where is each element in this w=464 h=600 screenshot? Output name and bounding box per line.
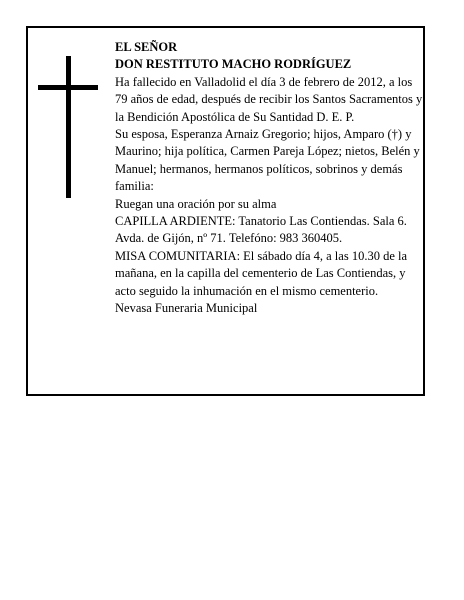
cross-icon bbox=[38, 56, 98, 198]
notice-heading-title: EL SEÑOR bbox=[115, 40, 178, 54]
deceased-name: DON RESTITUTO MACHO RODRÍGUEZ bbox=[115, 57, 352, 72]
funeral-home: Nevasa Funeraria Municipal bbox=[115, 301, 258, 316]
mass-info: MISA COMUNITARIA: El sábado día 4, a las 10.30 de la mañana, en la capilla del cementerio de Las Contiendas, y acto seguido la inhumación en el mismo cementerio. bbox=[115, 248, 408, 298]
notice-text bbox=[115, 39, 427, 318]
prayer-request: Ruegan una oración por su alma bbox=[115, 196, 277, 211]
family-list: Su esposa, Esperanza Arnaiz Gregorio; hijos, Amparo (†) y Maurino; hija política, Carmen Pareja López; nietos, Belén y Manuel; hermanos, hermanos políticos, sobrinos y demás familia: bbox=[115, 127, 420, 194]
death-statement: Ha fallecido en Valladolid el día 3 de febrero de 2012, a los 79 años de edad, después de recibir los Santos Sacramentos y la Bendición Apostólica de Su Santidad D. E. P. bbox=[115, 74, 423, 124]
cross-vertical-bar bbox=[66, 56, 71, 198]
chapel-info: CAPILLA ARDIENTE: Tanatorio Las Contiendas. Sala 6. Avda. de Gijón, nº 71. Telefóno: 983 360405. bbox=[115, 214, 407, 246]
cross-horizontal-bar bbox=[38, 85, 98, 90]
obituary-notice bbox=[26, 26, 425, 396]
